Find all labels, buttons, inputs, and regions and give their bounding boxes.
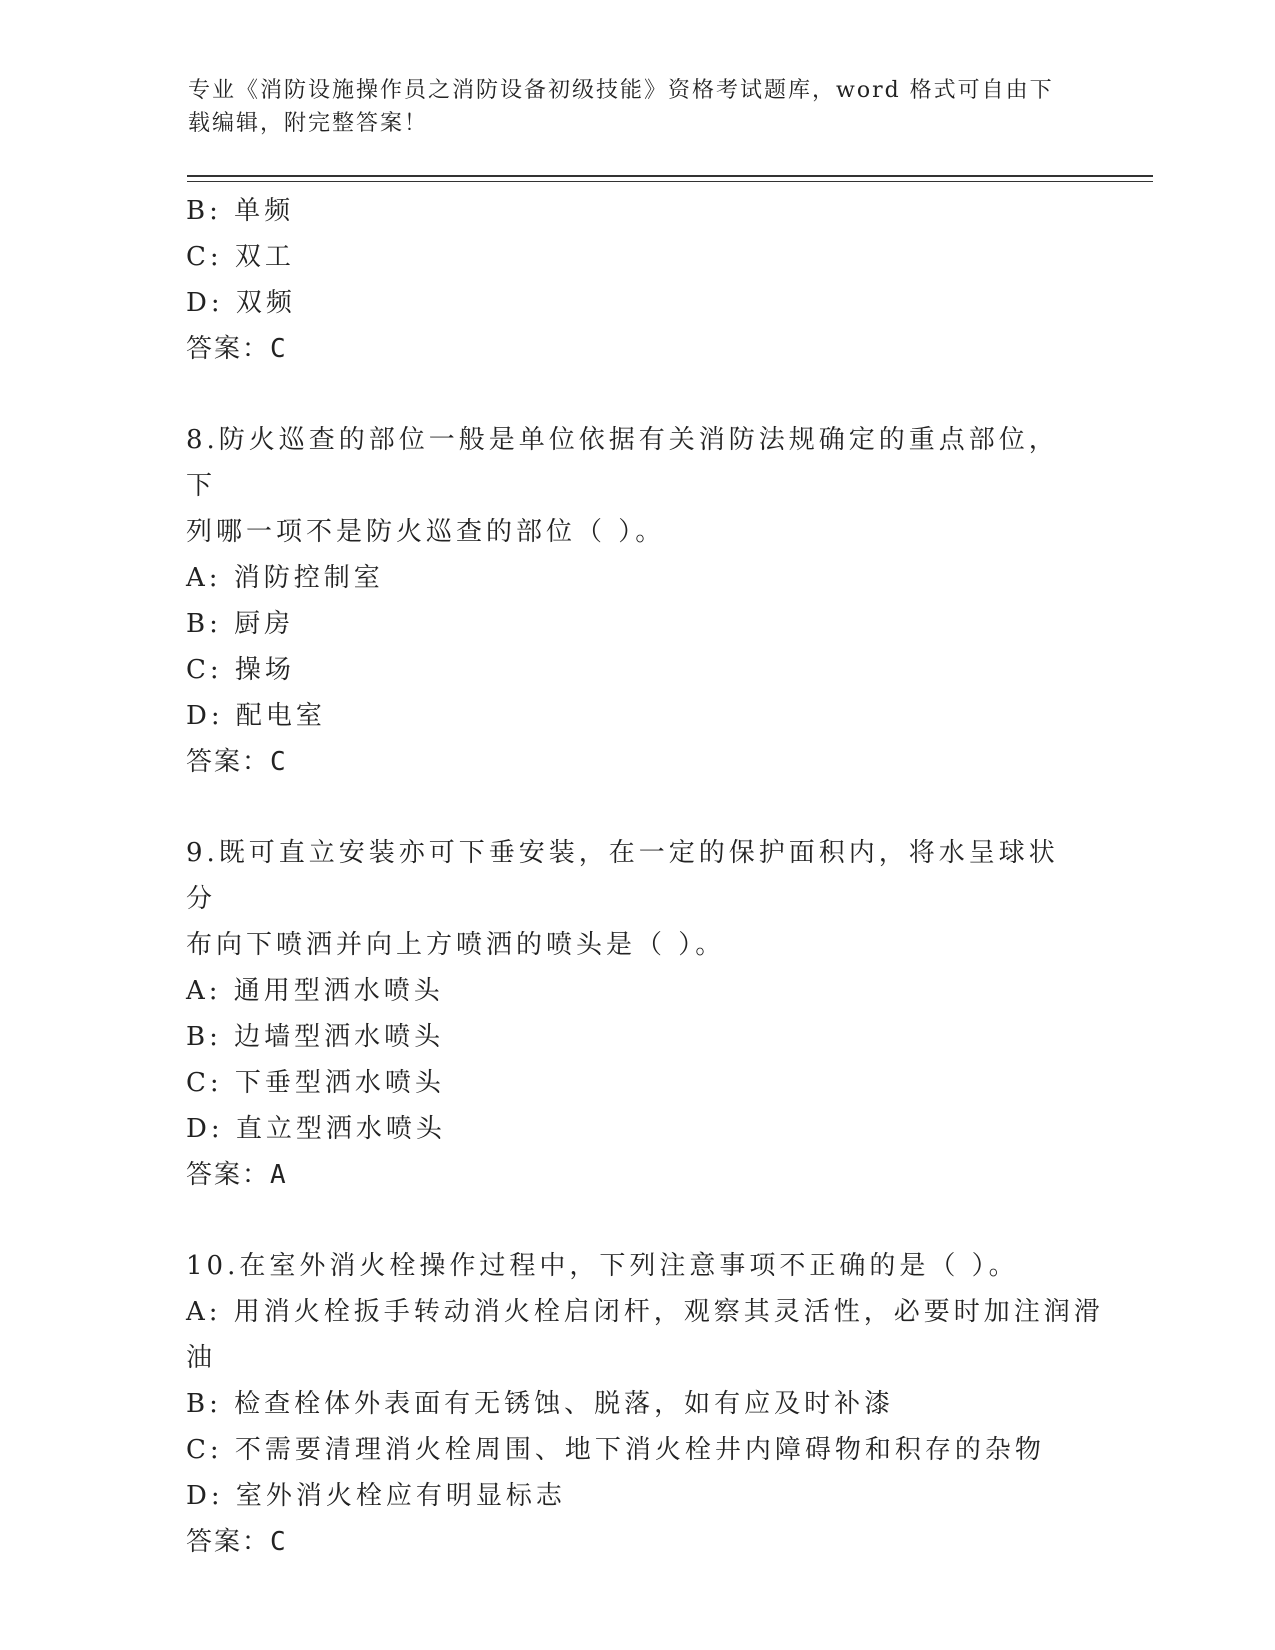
option-b: B: 厨房 [186,609,295,639]
prev-question [186,188,1086,372]
option-b: B: 检查栓体外表面有无锈蚀、脱落，如有应及时补漆 [186,1389,895,1419]
header-line-2: 载编辑，附完整答案！ [188,111,429,136]
answer-line: 答案：C [186,747,288,777]
question-stem-line-2: 布向下喷洒并向上方喷洒的喷头是（ ）。 [186,930,726,960]
question-stem-line-1: 8.防火巡查的部位一般是单位依据有关消防法规确定的重点部位，下 [186,425,1059,501]
option-d: D: 双频 [186,288,296,318]
question-stem-line-2: 列哪一项不是防火巡查的部位（ ）。 [186,517,666,547]
answer-line: 答案：A [186,1160,288,1190]
header-divider-thick [187,175,1153,177]
option-c: C: 下垂型洒水喷头 [186,1068,445,1098]
option-a-line-2: 油 [186,1343,217,1373]
question-9 [186,830,1086,1198]
option-a: A: 消防控制室 [186,563,384,593]
question-list [186,188,1104,1565]
option-c: C: 操场 [186,655,295,685]
option-b: B: 边墙型洒水喷头 [186,1022,445,1052]
option-c: C: 双工 [186,242,295,272]
document-header [188,74,1068,140]
option-c: C: 不需要清理消火栓周围、地下消火栓井内障碍物和积存的杂物 [186,1435,1045,1465]
option-d: D: 直立型洒水喷头 [186,1114,446,1144]
option-a: A: 通用型洒水喷头 [186,976,444,1006]
header-line-1: 专业《消防设施操作员之消防设备初级技能》资格考试题库，word 格式可自由下 [188,78,1054,103]
header-divider-thin [187,181,1153,182]
question-10 [186,1243,1104,1565]
option-b: B: 单频 [186,196,295,226]
question-stem-line-1: 9.既可直立安装亦可下垂安装，在一定的保护面积内，将水呈球状分 [186,838,1059,914]
option-d: D: 配电室 [186,701,326,731]
question-8 [186,417,1086,785]
answer-line: 答案：C [186,334,288,364]
question-stem-line-1: 10.在室外消火栓操作过程中，下列注意事项不正确的是（ ）。 [186,1251,1019,1281]
option-d: D: 室外消火栓应有明显标志 [186,1481,566,1511]
answer-line: 答案：C [186,1527,288,1557]
option-a-line-1: A: 用消火栓扳手转动消火栓启闭杆，观察其灵活性，必要时加注润滑 [186,1297,1104,1327]
